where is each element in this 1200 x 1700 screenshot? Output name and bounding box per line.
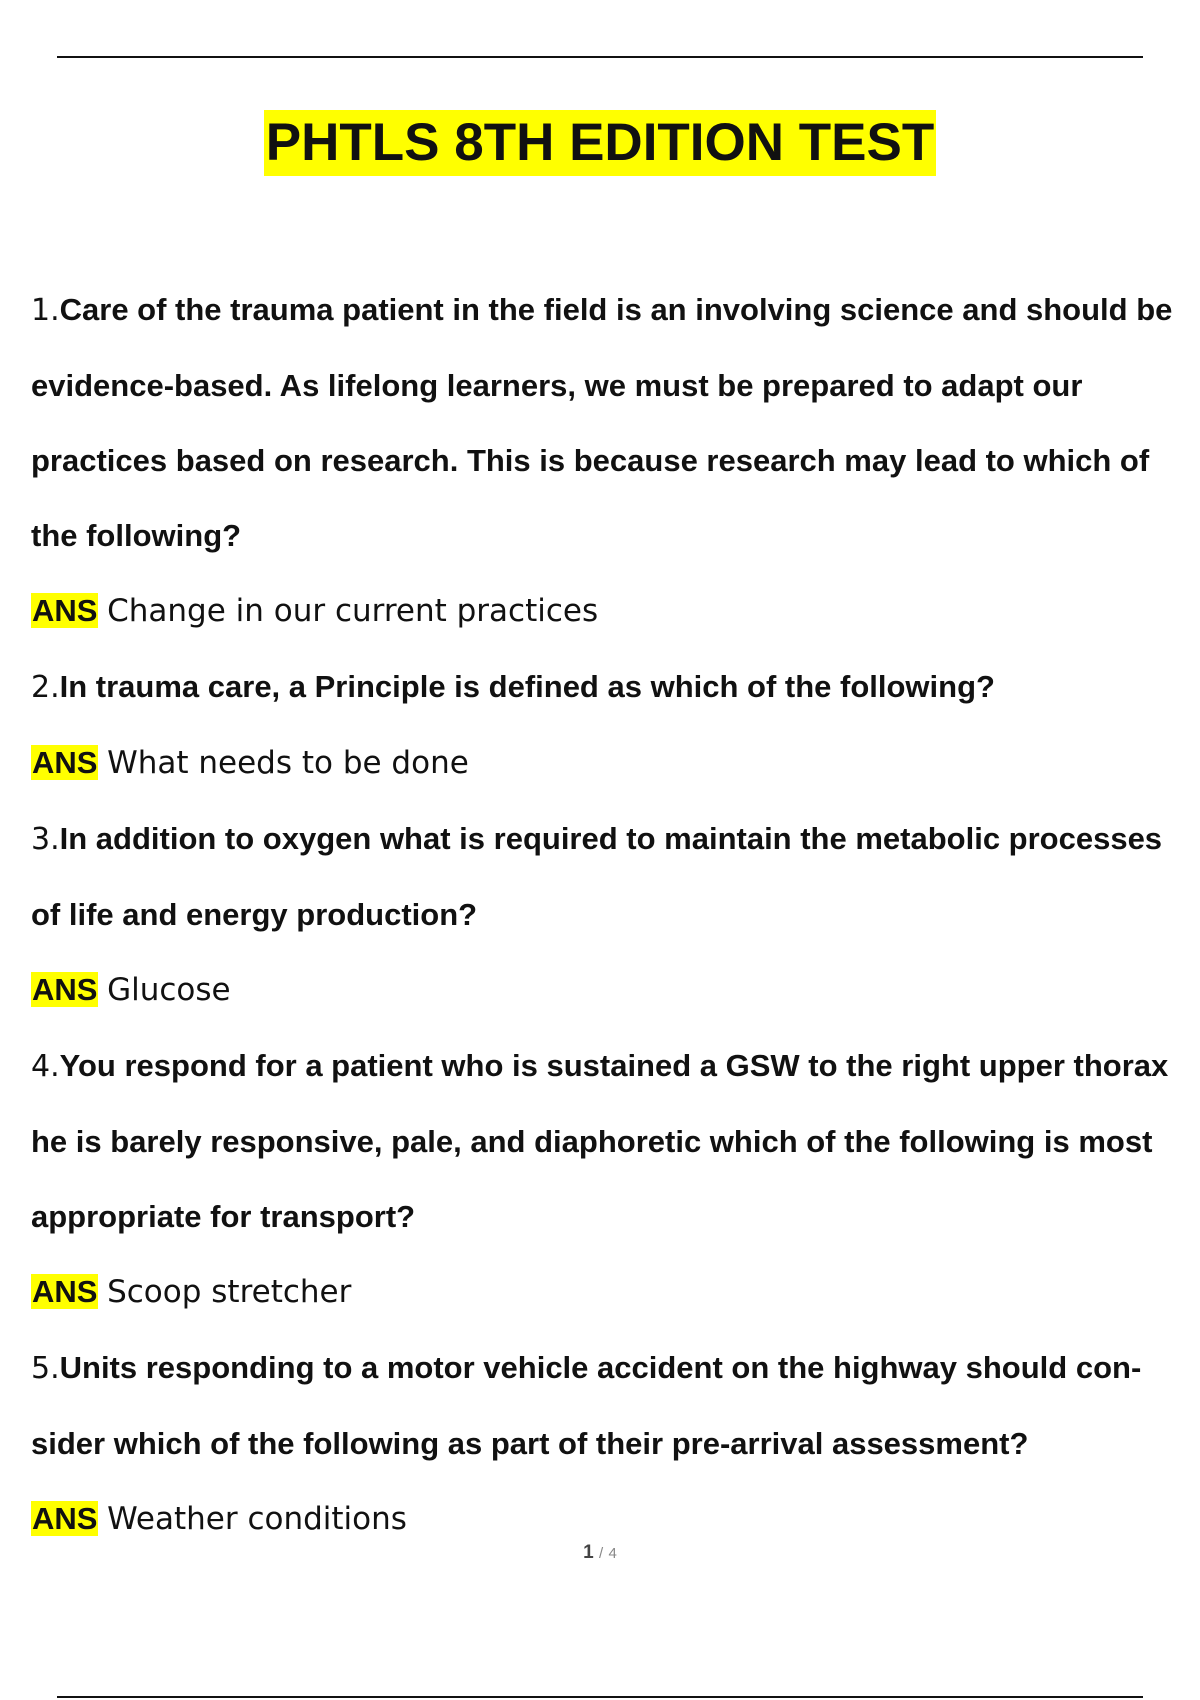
answer-label: ANS (32, 1274, 98, 1309)
answer-1 (31, 573, 1191, 649)
question-4 (31, 1028, 1191, 1254)
answer-4 (31, 1254, 1191, 1330)
page-indicator (0, 1542, 1200, 1564)
answer-label: ANS (32, 745, 98, 780)
top-rule (57, 56, 1143, 58)
bottom-rule (57, 1696, 1143, 1698)
answer-label: ANS (32, 1501, 98, 1536)
answer-text: Weather conditions (107, 1501, 407, 1537)
question-text: Units responding to a motor vehicle accident on the highway should con-sider which of the following as part of their pre-arrival assessment? (31, 1350, 1142, 1461)
question-text: In addition to oxygen what is required to maintain the metabolic processes of life and energy production? (31, 821, 1163, 932)
question-number: 3. (31, 822, 60, 857)
question-1 (31, 272, 1191, 573)
title-container (0, 110, 1200, 176)
answer-text: Change in our current practices (107, 593, 599, 629)
current-page: 1 (583, 1542, 594, 1563)
page-separator: / (599, 1545, 604, 1562)
answer-text: What needs to be done (107, 745, 469, 781)
answer-text: Glucose (107, 972, 231, 1008)
question-number: 4. (31, 1049, 60, 1084)
question-text: In trauma care, a Principle is defined as which of the following? (59, 669, 995, 704)
question-3 (31, 801, 1191, 952)
question-2 (31, 649, 1191, 725)
total-pages: 4 (608, 1545, 617, 1562)
question-number: 1. (31, 293, 60, 328)
question-number: 2. (31, 670, 60, 705)
answer-3 (31, 952, 1191, 1028)
question-text: You respond for a patient who is sustained a GSW to the right upper thorax he is barely responsive, pale, and diaphoretic which of the following is most appropriate for transport? (31, 1048, 1169, 1234)
question-number: 5. (31, 1351, 60, 1386)
question-text: Care of the trauma patient in the field is an involving science and should be evidence-based. As lifelong learners, we must be prepared to adapt our practices based on research. This is because research may lead to which of the following? (31, 292, 1173, 553)
document-title: PHTLS 8TH EDITION TEST (264, 110, 936, 176)
question-5 (31, 1330, 1191, 1481)
answer-label: ANS (32, 593, 98, 628)
answer-2 (31, 725, 1191, 801)
answer-label: ANS (32, 972, 98, 1007)
question-list (31, 272, 1191, 1557)
answer-text: Scoop stretcher (107, 1274, 352, 1310)
